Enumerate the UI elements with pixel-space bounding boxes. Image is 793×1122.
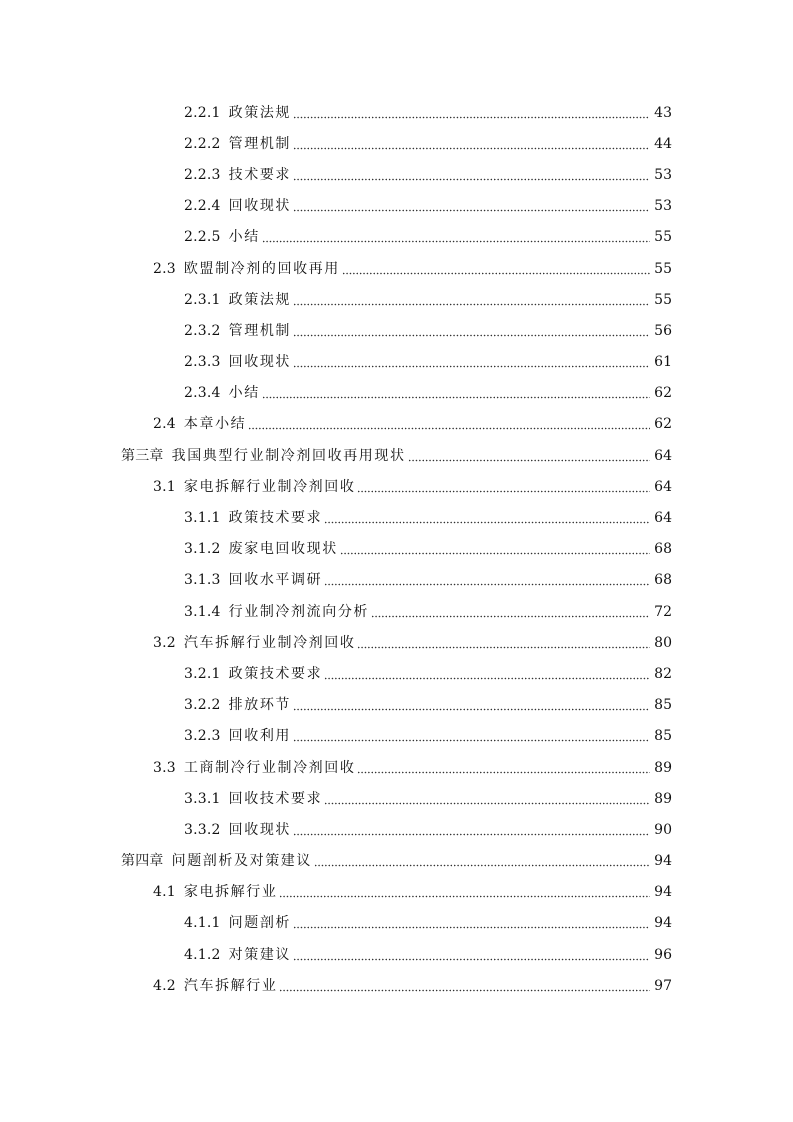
toc-entry-sub[interactable] [0, 690, 793, 721]
dot-leader [342, 260, 650, 278]
toc-entry-page-number: 82 [654, 665, 672, 682]
toc-entry-number: 3.1.2 [184, 541, 221, 558]
dot-leader [293, 135, 650, 153]
toc-entry-number: 2.3 [153, 260, 176, 277]
toc-entry-number: 3.3.1 [184, 790, 221, 807]
dot-leader [293, 696, 650, 714]
dot-leader [324, 571, 650, 589]
toc-entry-number: 4.1.2 [184, 946, 221, 963]
toc-entry-title: 政策技术要求 [228, 665, 323, 682]
toc-entry-title: 回收现状 [228, 198, 292, 215]
toc-entry-number: 3.2.2 [184, 697, 221, 714]
toc-entry-sub[interactable] [0, 315, 793, 346]
toc-entry-title: 废家电回收现状 [228, 541, 338, 558]
toc-entry-page-number: 55 [654, 291, 672, 308]
toc-entry-page-number: 64 [654, 478, 672, 495]
toc-entry-number: 2.2.2 [184, 135, 221, 152]
toc-entry-title: 政策法规 [228, 104, 292, 121]
dot-leader [293, 727, 650, 745]
toc-entry-number: 2.2.5 [184, 229, 221, 246]
toc-entry-sub[interactable] [0, 596, 793, 627]
toc-entry-sub[interactable] [0, 658, 793, 689]
toc-entry-number: 4.2 [153, 977, 176, 994]
toc-entry-chapter[interactable] [0, 440, 793, 471]
toc-entry-section[interactable] [0, 752, 793, 783]
toc-entry-title: 本章小结 [183, 416, 247, 433]
dot-leader [293, 821, 650, 839]
toc-entry-title: 回收技术要求 [228, 790, 323, 807]
toc-entry-page-number: 68 [654, 541, 672, 558]
toc-entry-page-number: 55 [654, 260, 672, 277]
toc-entry-page-number: 97 [654, 977, 672, 994]
dot-leader [293, 914, 650, 932]
toc-entry-sub[interactable] [0, 347, 793, 378]
toc-entry-page-number: 62 [654, 416, 672, 433]
toc-entry-title: 行业制冷剂流向分析 [228, 603, 370, 620]
dot-leader [293, 291, 650, 309]
toc-entry-title: 问题剖析及对策建议 [171, 853, 313, 870]
toc-entry-title: 对策建议 [228, 946, 292, 963]
dot-leader [262, 384, 650, 402]
toc-entry-number: 3.3.2 [184, 821, 221, 838]
dot-leader [262, 228, 650, 246]
toc-entry-section[interactable] [0, 471, 793, 502]
toc-entry-number: 2.3.1 [184, 291, 221, 308]
toc-entry-title: 政策技术要求 [228, 510, 323, 527]
toc-entry-number: 2.2.1 [184, 104, 221, 121]
toc-entry-page-number: 85 [654, 697, 672, 714]
toc-entry-number: 第三章 [121, 447, 164, 464]
dot-leader [357, 634, 650, 652]
toc-entry-title: 家电拆解行业制冷剂回收 [183, 478, 356, 495]
toc-entry-title: 家电拆解行业 [183, 884, 278, 901]
toc-entry-title: 管理机制 [228, 135, 292, 152]
toc-entry-number: 2.4 [153, 416, 176, 433]
toc-entry-sub[interactable] [0, 939, 793, 970]
toc-entry-title: 政策法规 [228, 291, 292, 308]
toc-entry-page-number: 53 [654, 166, 672, 183]
toc-entry-sub[interactable] [0, 128, 793, 159]
toc-entry-sub[interactable] [0, 284, 793, 315]
toc-entry-section[interactable] [0, 877, 793, 908]
dot-leader [357, 478, 650, 496]
toc-entry-page-number: 94 [654, 915, 672, 932]
toc-entry-sub[interactable] [0, 378, 793, 409]
toc-entry-number: 2.2.3 [184, 166, 221, 183]
toc-entry-page-number: 94 [654, 853, 672, 870]
toc-entry-sub[interactable] [0, 97, 793, 128]
toc-entry-title: 我国典型行业制冷剂回收再用现状 [171, 447, 406, 464]
toc-entry-sub[interactable] [0, 721, 793, 752]
dot-leader [279, 883, 650, 901]
toc-entry-number: 3.2.1 [184, 665, 221, 682]
dot-leader [293, 353, 650, 371]
toc-entry-page-number: 61 [654, 354, 672, 371]
toc-entry-page-number: 90 [654, 821, 672, 838]
toc-entry-title: 工商制冷行业制冷剂回收 [183, 759, 356, 776]
dot-leader [248, 415, 650, 433]
toc-entry-title: 欧盟制冷剂的回收再用 [183, 260, 340, 277]
toc-entry-number: 3.1.3 [184, 572, 221, 589]
toc-entry-page-number: 68 [654, 572, 672, 589]
toc-entry-number: 4.1.1 [184, 915, 221, 932]
toc-entry-title: 技术要求 [228, 166, 292, 183]
dot-leader [293, 104, 650, 122]
toc-entry-title: 回收利用 [228, 728, 292, 745]
toc-entry-number: 3.2.3 [184, 728, 221, 745]
toc-entry-page-number: 56 [654, 322, 672, 339]
toc-entry-title: 问题剖析 [228, 915, 292, 932]
toc-entry-number: 2.3.4 [184, 385, 221, 402]
toc-entry-page-number: 55 [654, 229, 672, 246]
dot-leader [408, 447, 650, 465]
dot-leader [314, 852, 650, 870]
toc-entry-sub[interactable] [0, 159, 793, 190]
toc-entry-title: 回收现状 [228, 354, 292, 371]
toc-entry-page-number: 64 [654, 447, 672, 464]
toc-entry-number: 第四章 [121, 853, 164, 870]
toc-entry-section[interactable] [0, 627, 793, 658]
toc-entry-title: 汽车拆解行业制冷剂回收 [183, 634, 356, 651]
toc-entry-page-number: 72 [654, 603, 672, 620]
dot-leader [293, 946, 650, 964]
toc-entry-page-number: 64 [654, 510, 672, 527]
toc-entry-page-number: 85 [654, 728, 672, 745]
dot-leader [340, 540, 650, 558]
toc-entry-number: 3.2 [153, 634, 176, 651]
toc-entry-page-number: 89 [654, 790, 672, 807]
toc-entry-title: 管理机制 [228, 322, 292, 339]
toc-entry-page-number: 94 [654, 884, 672, 901]
toc-entry-sub[interactable] [0, 222, 793, 253]
toc-entry-title: 小结 [228, 229, 260, 246]
dot-leader [293, 197, 650, 215]
table-of-contents [0, 97, 793, 1001]
toc-entry-number: 3.1.1 [184, 510, 221, 527]
dot-leader [371, 603, 650, 621]
toc-entry-sub[interactable] [0, 191, 793, 222]
toc-entry-section[interactable] [0, 409, 793, 440]
toc-entry-title: 回收现状 [228, 821, 292, 838]
toc-entry-chapter[interactable] [0, 846, 793, 877]
dot-leader [357, 759, 650, 777]
toc-entry-title: 排放环节 [228, 697, 292, 714]
toc-entry-section[interactable] [0, 253, 793, 284]
toc-entry-page-number: 80 [654, 634, 672, 651]
toc-entry-sub[interactable] [0, 534, 793, 565]
toc-entry-number: 2.2.4 [184, 198, 221, 215]
toc-entry-page-number: 43 [654, 104, 672, 121]
dot-leader [324, 790, 650, 808]
dot-leader [324, 665, 650, 683]
toc-entry-title: 小结 [228, 385, 260, 402]
dot-leader [279, 977, 650, 995]
dot-leader [293, 322, 650, 340]
toc-entry-title: 回收水平调研 [228, 572, 323, 589]
toc-entry-sub[interactable] [0, 783, 793, 814]
toc-entry-sub[interactable] [0, 565, 793, 596]
dot-leader [324, 509, 650, 527]
dot-leader [293, 166, 650, 184]
toc-entry-number: 2.3.2 [184, 322, 221, 339]
toc-entry-sub[interactable] [0, 814, 793, 845]
toc-entry-page-number: 53 [654, 198, 672, 215]
toc-entry-sub[interactable] [0, 502, 793, 533]
toc-entry-number: 3.1 [153, 478, 176, 495]
toc-entry-number: 3.3 [153, 759, 176, 776]
toc-entry-number: 4.1 [153, 884, 176, 901]
toc-entry-sub[interactable] [0, 908, 793, 939]
toc-entry-section[interactable] [0, 970, 793, 1001]
toc-entry-title: 汽车拆解行业 [183, 977, 278, 994]
toc-entry-page-number: 62 [654, 385, 672, 402]
toc-entry-page-number: 96 [654, 946, 672, 963]
toc-entry-number: 3.1.4 [184, 603, 221, 620]
toc-entry-number: 2.3.3 [184, 354, 221, 371]
toc-entry-page-number: 44 [654, 135, 672, 152]
toc-entry-page-number: 89 [654, 759, 672, 776]
